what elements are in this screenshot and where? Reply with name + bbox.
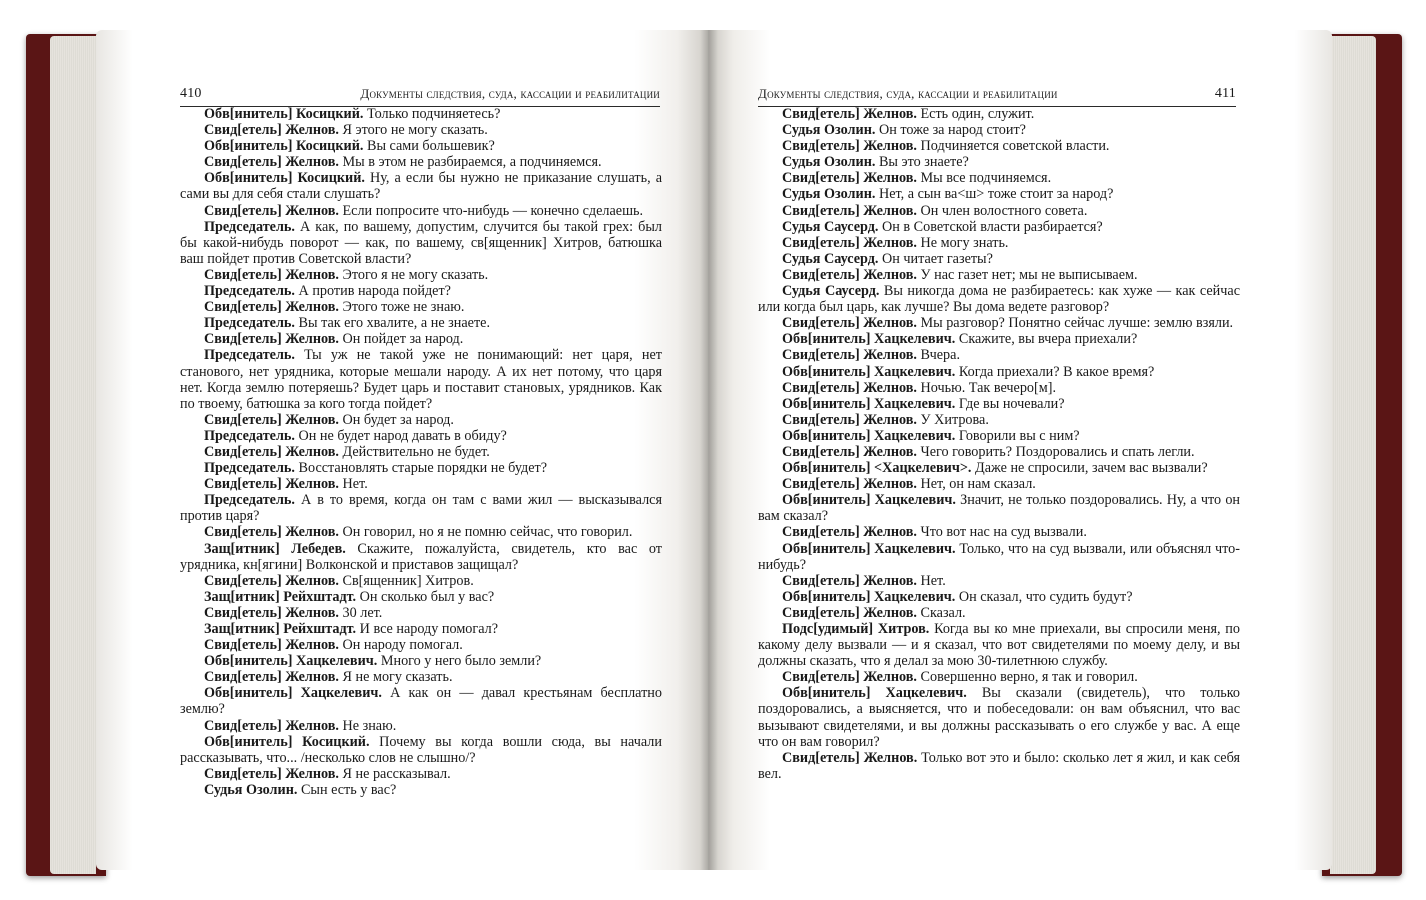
speech-text: А против народа пойдет? [294, 283, 451, 300]
dialogue-paragraph [758, 170, 1240, 186]
running-head: Документы следствия, суда, кассации и реабилитации [360, 86, 660, 101]
speech-text: А в то время, когда он там с вами жил — высказывался против царя? [180, 492, 662, 525]
speech-text: Есть один, служит. [916, 106, 1035, 122]
dialogue-paragraph [180, 154, 662, 170]
speaker-name: Свид[етель] Желнов. [204, 299, 339, 316]
speech-text: Он говорил, но я не помню сейчас, что говорил. [338, 524, 633, 541]
speech-text: Нет. [916, 572, 946, 589]
speaker-name: Судья Озолин. [782, 186, 876, 203]
speech-text: Мы разговор? Понятно сейчас лучше: землю взяли. [916, 315, 1234, 332]
dialogue-paragraph [180, 347, 662, 411]
speech-text: Он народу помогал. [338, 637, 463, 654]
dialogue-paragraph [758, 444, 1240, 460]
dialogue-paragraph [180, 653, 662, 669]
dialogue-paragraph [180, 412, 662, 428]
dialogue-paragraph [758, 605, 1240, 621]
dialogue-paragraph [180, 267, 662, 283]
speech-text: Ты уж не такой уже не понимающий: нет царя, нет станового, нет урядника, которые мешали народу. А их нет потому, что царя нет. Когда землю потеряешь? Будет царь и поставит становых, урядников. Как по твоему, батюшка за кого тогда пойдет? [180, 347, 662, 412]
left-page-text [180, 106, 662, 798]
speaker-name: Свид[етель] Желнов. [782, 476, 917, 493]
speaker-name: Председатель. [204, 347, 295, 364]
dialogue-paragraph [758, 235, 1240, 251]
page-edges-right [1330, 36, 1376, 874]
speaker-name: Обв[инитель] Косицкий. [204, 106, 364, 122]
speaker-name: Свид[етель] Желнов. [782, 524, 917, 541]
dialogue-paragraph [758, 541, 1240, 573]
dialogue-paragraph [758, 460, 1240, 476]
dialogue-paragraph [180, 331, 662, 347]
dialogue-paragraph [758, 669, 1240, 685]
speech-text: Нет, он нам сказал. [916, 476, 1036, 493]
dialogue-paragraph [758, 283, 1240, 315]
dialogue-paragraph [180, 428, 662, 444]
dialogue-paragraph [758, 347, 1240, 363]
speech-text: Подчиняется советской власти. [916, 138, 1110, 155]
speech-text: Если попросите что-нибудь — конечно сделаешь. [338, 202, 644, 219]
dialogue-paragraph [180, 589, 662, 605]
speaker-name: Обв[инитель] <Хацкелевич>. [782, 460, 972, 477]
book-gutter [700, 30, 718, 870]
dialogue-paragraph [180, 203, 662, 219]
speaker-name: Свид[етель] Желнов. [782, 572, 917, 589]
dialogue-paragraph [180, 605, 662, 621]
speaker-name: Свид[етель] Желнов. [204, 154, 339, 171]
speech-text: Я не рассказывал. [338, 765, 451, 782]
speech-text: Ночью. Так вечеро[м]. [916, 379, 1056, 396]
speech-text: Он тоже за народ стоит? [875, 122, 1026, 139]
speaker-name: Свид[етель] Желнов. [782, 347, 917, 364]
speaker-name: Свид[етель] Желнов. [782, 138, 917, 155]
speaker-name: Судья Саусерд. [782, 218, 879, 235]
speaker-name: Свид[етель] Желнов. [204, 443, 339, 460]
dialogue-paragraph [758, 476, 1240, 492]
speech-text: Не могу знать. [916, 234, 1009, 251]
dialogue-paragraph [758, 685, 1240, 749]
speaker-name: Свид[етель] Желнов. [782, 315, 917, 332]
speaker-name: Подс[удимый] Хитров. [782, 621, 930, 637]
speech-text: Скажите, вы вчера приехали? [955, 331, 1138, 348]
right-page-header [758, 82, 1236, 107]
speech-text: Только вот это и было: сколько лет я жил, и как себя вел. [758, 749, 1240, 782]
speech-text: Сын есть у вас? [297, 781, 397, 798]
dialogue-paragraph [180, 283, 662, 299]
speaker-name: Судья Саусерд. [782, 283, 880, 300]
speech-text: Чего говорить? Поздоровались и спать легли. [916, 443, 1195, 460]
speaker-name: Председатель. [204, 460, 295, 477]
speaker-name: Свид[етель] Желнов. [782, 234, 917, 251]
speech-text: Почему вы когда вошли сюда, вы начали рассказывать, что... /несколько слов не слышно/? [180, 733, 662, 766]
speaker-name: Свид[етель] Желнов. [204, 604, 339, 621]
speech-text: Мы в этом не разбираемся, а подчиняемся. [338, 154, 602, 171]
speech-text: Восстановлять старые порядки не будет? [294, 460, 548, 477]
left-page-header [180, 82, 660, 107]
dialogue-paragraph [758, 412, 1240, 428]
speech-text: Совершенно верно, я так и говорил. [916, 669, 1138, 686]
speech-text: Он сказал, что судить будут? [955, 588, 1133, 605]
speaker-name: Свид[етель] Желнов. [204, 266, 339, 283]
speech-text: Вы это знаете? [875, 154, 969, 171]
speech-text: И все народу помогал? [356, 621, 499, 637]
dialogue-paragraph [758, 331, 1240, 347]
speaker-name: Защ[итник] Лебедев. [204, 540, 346, 557]
speech-text: Он член волостного совета. [916, 202, 1088, 219]
speech-text: Он не будет народ давать в обиду? [294, 427, 507, 444]
dialogue-paragraph [180, 637, 662, 653]
page-number: 411 [1214, 86, 1236, 101]
speaker-name: Председатель. [204, 492, 295, 509]
dialogue-paragraph [758, 186, 1240, 202]
speaker-name: Председатель. [204, 427, 295, 444]
speech-text: Вы сами большевик? [363, 138, 495, 155]
speaker-name: Обв[инитель] Хацкелевич. [782, 540, 956, 557]
speech-text: Мы все подчиняемся. [916, 170, 1052, 187]
dialogue-paragraph [180, 444, 662, 460]
speaker-name: Свид[етель] Желнов. [782, 749, 918, 766]
speaker-name: Свид[етель] Желнов. [204, 122, 339, 139]
speaker-name: Обв[инитель] Хацкелевич. [782, 588, 956, 605]
dialogue-paragraph [758, 524, 1240, 540]
dialogue-paragraph [758, 589, 1240, 605]
speech-text: Он читает газеты? [878, 250, 993, 267]
page-edges-left [50, 36, 96, 874]
dialogue-paragraph [758, 428, 1240, 444]
dialogue-paragraph [180, 573, 662, 589]
speaker-name: Свид[етель] Желнов. [782, 170, 917, 187]
speaker-name: Свид[етель] Желнов. [782, 411, 917, 428]
speech-text: Скажите, пожалуйста, свидетель, кто вас от урядника, кн[ягини] Волконской и приставов защищал? [180, 540, 662, 573]
speech-text: Только подчиняетесь? [363, 106, 501, 122]
speech-text: У Хитрова. [916, 411, 989, 428]
right-page-text [758, 106, 1240, 782]
dialogue-paragraph [180, 734, 662, 766]
speech-text: Где вы ночевали? [955, 395, 1065, 412]
dialogue-paragraph [758, 219, 1240, 235]
speech-text: Что вот нас на суд вызвали. [916, 524, 1087, 541]
speaker-name: Обв[инитель] Хацкелевич. [782, 363, 956, 380]
speaker-name: Свид[етель] Желнов. [204, 572, 339, 589]
speech-text: Когда вы ко мне приехали, вы спросили меня, по какому делу вызвали — и я сказал, что вот свидетелями по моему делу, и вы должны сказать, что я делал за мою 30-тилетнюю службу. [758, 621, 1240, 670]
speaker-name: Защ[итник] Рейхштадт. [204, 588, 357, 605]
running-head: Документы следствия, суда, кассации и реабилитации [758, 86, 1058, 101]
right-page [708, 30, 1332, 870]
dialogue-paragraph [180, 541, 662, 573]
speech-text: Даже не спросили, зачем вас вызвали? [971, 460, 1208, 477]
dialogue-paragraph [758, 138, 1240, 154]
dialogue-paragraph [180, 460, 662, 476]
speech-text: Этого тоже не знаю. [338, 299, 465, 316]
speech-text: Ну, а если бы нужно не приказание слушать, а сами вы для себя стали слушать? [180, 170, 662, 203]
speaker-name: Свид[етель] Желнов. [782, 604, 917, 621]
speaker-name: Свид[етель] Желнов. [782, 443, 917, 460]
left-page [96, 30, 708, 870]
dialogue-paragraph [758, 573, 1240, 589]
speech-text: Сказал. [916, 604, 966, 621]
dialogue-paragraph [180, 685, 662, 717]
speaker-name: Свид[етель] Желнов. [204, 202, 339, 219]
speaker-name: Судья Озолин. [204, 781, 298, 798]
speech-text: Он будет за народ. [338, 411, 454, 428]
speech-text: Этого я не могу сказать. [338, 266, 489, 283]
speech-text: Он сколько был у вас? [356, 588, 495, 605]
speaker-name: Председатель. [204, 283, 295, 300]
speaker-name: Председатель. [204, 218, 295, 235]
dialogue-paragraph [180, 138, 662, 154]
speech-text: Вчера. [916, 347, 960, 364]
speaker-name: Судья Озолин. [782, 122, 876, 139]
speech-text: 30 лет. [338, 604, 383, 621]
speech-text: Нет, а сын ва<ш> тоже стоит за народ? [875, 186, 1114, 203]
speaker-name: Обв[инитель] Косицкий. [204, 170, 365, 187]
speech-text: Я этого не могу сказать. [338, 122, 488, 139]
speaker-name: Свид[етель] Желнов. [204, 476, 339, 493]
speaker-name: Свид[етель] Желнов. [782, 379, 917, 396]
speech-text: Когда приехали? В какое время? [955, 363, 1155, 380]
speaker-name: Свид[етель] Желнов. [204, 669, 339, 686]
speaker-name: Свид[етель] Желнов. [204, 411, 339, 428]
speaker-name: Председатель. [204, 315, 295, 332]
speaker-name: Свид[етель] Желнов. [782, 106, 917, 122]
page-number: 410 [180, 86, 202, 101]
speech-text: Я не могу сказать. [338, 669, 453, 686]
speaker-name: Защ[итник] Рейхштадт. [204, 621, 357, 637]
dialogue-paragraph [758, 122, 1240, 138]
dialogue-paragraph [758, 621, 1240, 669]
dialogue-paragraph [180, 122, 662, 138]
dialogue-paragraph [758, 203, 1240, 219]
speaker-name: Обв[инитель] Хацкелевич. [782, 427, 956, 444]
speech-text: Действительно не будет. [338, 443, 490, 460]
speaker-name: Свид[етель] Желнов. [782, 266, 917, 283]
dialogue-paragraph [180, 669, 662, 685]
speech-text: Нет. [338, 476, 368, 493]
dialogue-paragraph [180, 106, 662, 122]
dialogue-paragraph [180, 299, 662, 315]
dialogue-paragraph [758, 267, 1240, 283]
speech-text: Не знаю. [338, 717, 397, 734]
speech-text: А как он — давал крестьянам бесплатно землю? [180, 685, 662, 718]
dialogue-paragraph [758, 380, 1240, 396]
dialogue-paragraph [180, 766, 662, 782]
speaker-name: Свид[етель] Желнов. [204, 637, 339, 654]
dialogue-paragraph [180, 718, 662, 734]
dialogue-paragraph [758, 364, 1240, 380]
dialogue-paragraph [758, 251, 1240, 267]
dialogue-paragraph [758, 154, 1240, 170]
dialogue-paragraph [758, 750, 1240, 782]
speech-text: Говорили вы с ним? [955, 427, 1080, 444]
speaker-name: Обв[инитель] Хацкелевич. [782, 331, 956, 348]
speech-text: Вы сказали (свидетель), что только поздоровались, а выясняется, что и побеседовали: он вам объяснил, что вас вызывают свидетелями, и вы должны рассказывать о его службе у вас. А еще что он вам говорил? [758, 685, 1241, 750]
speech-text: Он пойдет за народ. [338, 331, 464, 348]
speaker-name: Обв[инитель] Хацкелевич. [782, 685, 967, 702]
dialogue-paragraph [180, 621, 662, 637]
speech-text: Только, что на суд вызвали, или объяснял что-нибудь? [758, 540, 1240, 573]
speaker-name: Обв[инитель] Хацкелевич. [204, 685, 382, 702]
dialogue-paragraph [758, 315, 1240, 331]
speech-text: Вы так его хвалите, а не знаете. [294, 315, 490, 332]
speaker-name: Обв[инитель] Косицкий. [204, 138, 364, 155]
dialogue-paragraph [180, 219, 662, 267]
speaker-name: Судья Саусерд. [782, 250, 879, 267]
speaker-name: Свид[етель] Желнов. [204, 717, 339, 734]
speech-text: Он в Советской власти разбирается? [878, 218, 1103, 235]
dialogue-paragraph [180, 524, 662, 540]
speaker-name: Обв[инитель] Хацкелевич. [782, 395, 956, 412]
speech-text: А как, по вашему, допустим, случится бы такой грех: был бы какой-нибудь поворот — как, по вашему, св[ященник] Хитров, батюшка ваш пойдет против Советской власти? [180, 218, 662, 267]
dialogue-paragraph [758, 396, 1240, 412]
dialogue-paragraph [758, 106, 1240, 122]
speaker-name: Свид[етель] Желнов. [782, 669, 917, 686]
speaker-name: Обв[инитель] Косицкий. [204, 733, 370, 750]
speech-text: Св[ященник] Хитров. [338, 572, 474, 589]
dialogue-paragraph [180, 476, 662, 492]
dialogue-paragraph [180, 315, 662, 331]
speaker-name: Свид[етель] Желнов. [204, 331, 339, 348]
speech-text: Много у него было земли? [377, 653, 542, 670]
speaker-name: Свид[етель] Желнов. [204, 524, 339, 541]
speaker-name: Судья Озолин. [782, 154, 876, 171]
speech-text: Вы никогда дома не разбираетесь: как хуже — как сейчас или когда был царь, как лучше? Вы дома ведете разговор? [758, 283, 1241, 316]
speaker-name: Свид[етель] Желнов. [204, 765, 339, 782]
dialogue-paragraph [180, 782, 662, 798]
dialogue-paragraph [180, 170, 662, 202]
speech-text: У нас газет нет; мы не выписываем. [916, 266, 1138, 283]
speaker-name: Свид[етель] Желнов. [782, 202, 917, 219]
dialogue-paragraph [758, 492, 1240, 524]
speaker-name: Обв[инитель] Хацкелевич. [204, 653, 378, 670]
speaker-name: Обв[инитель] Хацкелевич. [782, 492, 956, 509]
dialogue-paragraph [180, 492, 662, 524]
speech-text: Значит, не только поздоровались. Ну, а что он вам сказал? [758, 492, 1241, 525]
